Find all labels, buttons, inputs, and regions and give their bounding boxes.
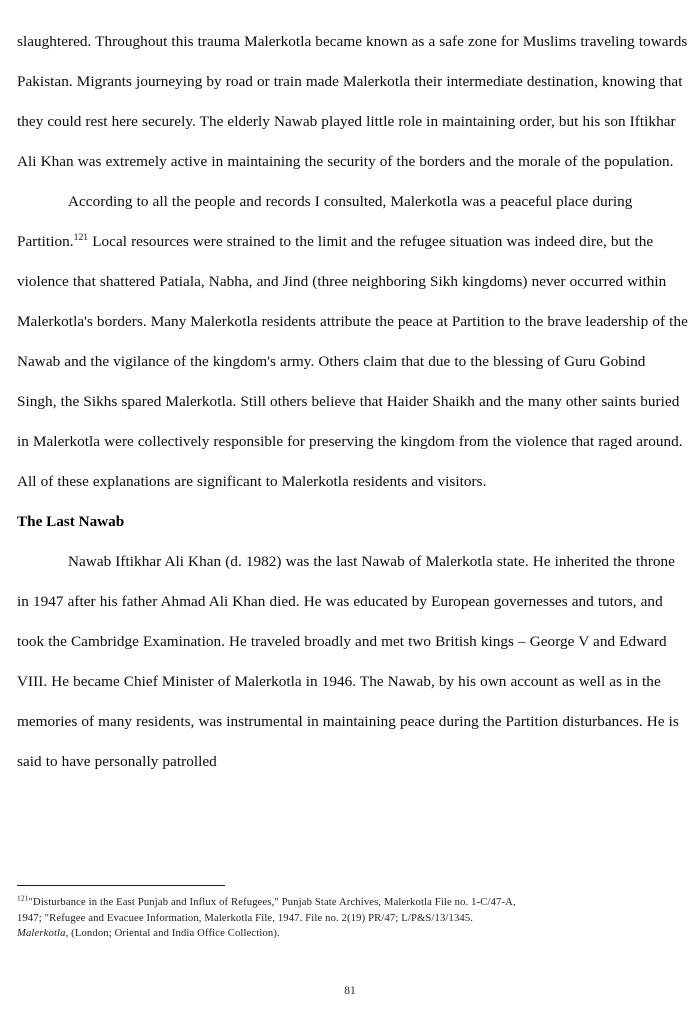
- footnote-line-3-rest: , (London; Oriental and India Office Collection).: [65, 928, 280, 940]
- footnote-line-1-text: "Disturbance in the East Punjab and Influx of Refugees," Punjab State Archives, Malerkotla File no. 1-C/47-A,: [28, 897, 516, 908]
- paragraph-3: Nawab Iftikhar Ali Khan (d. 1982) was the last Nawab of Malerkotla state. He inherited the throne in 1947 after his father Ahmad Ali Khan died. He was educated by European governesses and tutors, and took the Cambridge Examination. He traveled broadly and met two British kings – George V and Edward VIII. He became Chief Minister of Malerkotla in 1946. The Nawab, by his own account as well as in the memories of many residents, was instrumental in maintaining peace during the Partition disturbances. He is said to have personally patrolled: [17, 553, 679, 770]
- paragraph-1: slaughtered. Throughout this trauma Malerkotla became known as a safe zone for Muslims traveling towards Pakistan. Migrants journeying by road or train made Malerkotla their intermediate destination, knowing that they could rest here securely. The elderly Nawab played little role in maintaining order, but his son Iftikhar Ali Khan was extremely active in maintaining the security of the borders and the morale of the population.: [17, 33, 688, 170]
- footnote-line-1: [17, 895, 688, 911]
- paragraph-2: [17, 182, 688, 502]
- footnote-line-2: 1947; "Refugee and Evacuee Information, Malerkotla File, 1947. File no. 2(19) PR/47; L/P&S/13/1345.: [17, 912, 474, 924]
- footnote-reference-121[interactable]: 121: [73, 231, 89, 243]
- page-body: [17, 22, 688, 782]
- footnote-title-italic: Malerkotla: [17, 928, 66, 940]
- section-heading-the-last-nawab: The Last Nawab: [17, 513, 125, 530]
- paragraph-2-text-before-note: According to all the people and records I consulted, Malerkotla was a peaceful place during Partition.: [17, 193, 633, 250]
- footnote-block: [17, 885, 688, 942]
- footnote-number-121: 121: [17, 893, 29, 903]
- page-number: 81: [344, 985, 356, 997]
- footnote-line-3: [17, 926, 688, 942]
- footnote-separator-rule: [17, 885, 225, 886]
- paragraph-2-text-after-note: Local resources were strained to the limit and the refugee situation was indeed dire, but the violence that shattered Patiala, Nabha, and Jind (three neighboring Sikh kingdoms) never occurred within Malerkotla's borders. Many Malerkotla residents attribute the peace at Partition to the brave leadership of the Nawab and the vigilance of the kingdom's army. Others claim that due to the blessing of Guru Gobind Singh, the Sikhs spared Malerkotla. Still others believe that Haider Shaikh and the many other saints buried in Malerkotla were collectively responsible for preserving the kingdom from the violence that raged around. All of these explanations are significant to Malerkotla residents and visitors.: [17, 233, 688, 490]
